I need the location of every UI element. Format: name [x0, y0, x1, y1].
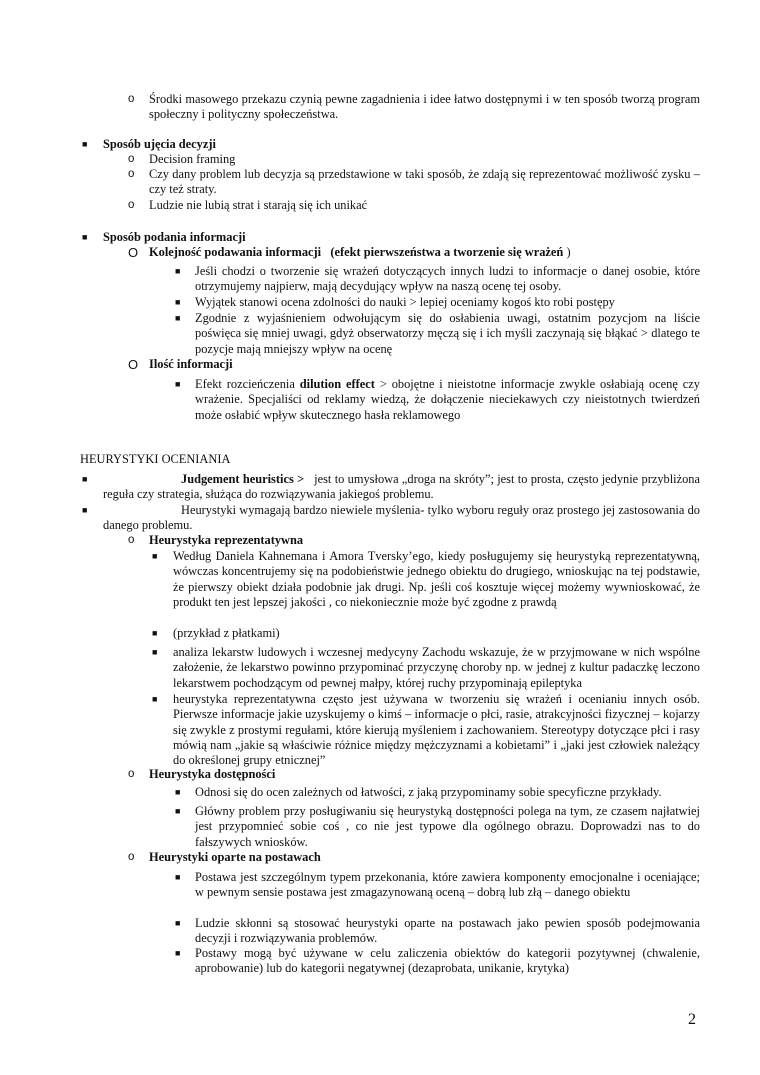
circle-bullet-icon: o: [128, 768, 135, 780]
circle-bullet-icon: o: [128, 534, 135, 546]
information-heading: Sposób podania informacji: [103, 230, 246, 244]
square-bullet-icon: ■: [175, 313, 181, 323]
square-bullet-icon: ■: [152, 628, 158, 638]
representative-bullet: Według Daniela Kahnemana i Amora Tversky’ego, kiedy posługujemy się heurystyką reprezentatywną, wówczas koncentrujemy się na podobieństwie jednego obiektu do drugiego, wnioskując na tej podstawie, że pierwszy obiekt działa podobnie jak drugi. Np. jeśli coś kosztuje więcej możemy wywnioskować, że produkt ten jest lepszej jakości , co niekoniecznie może być zgodne z prawdą: [173, 549, 700, 609]
dilution-bullet: [195, 377, 700, 423]
decision-item: Czy dany problem lub decyzja są przedstawione w taki sposób, że zdają się reprezentować możliwość zysku – czy też straty.: [149, 167, 700, 197]
attitude-bullet: Postawy mogą być używane w celu zaliczenia obiektów do kategorii pozytywnej (chwalenie, aprobowanie) lub do kategorii negatywnej (dezaprobata, unikanie, krytyka): [195, 946, 700, 976]
decision-item: Ludzie nie lubią strat i starają się ich unikać: [149, 198, 368, 212]
availability-bullet: Główny problem przy posługiwaniu się heurystyką dostępności polega na tym, ze czasem najłatwiej jest przypomnieć sobie coś , co nie jest typowe dla ogólnego obrazu. Doprowadzi nas to do fałszywych wniosków.: [195, 804, 700, 849]
square-bullet-icon: ■: [175, 948, 181, 958]
order-bullet: Wyjątek stanowi ocena zdolności do nauki > lepiej oceniamy kogoś kto robi postępy: [195, 295, 615, 309]
representative-bullet: heurystyka reprezentatywna często jest używana w tworzeniu się wrażeń i ocenianiu innych osób. Pierwsze informacje jakie uzyskujemy o kimś – informacje o płci, rasie, atrakcyjności fizycznej – kojarzy się zwykle z prostymi regułami, które kierują myśleniem i zachowaniem. Stereotypy dotyczące płci i rasy mówią nam „jakie są właściwie różnice między mężczyznami a kobietami” i „jaki jest człowiek należący do określonej grupy etnicznej”: [173, 692, 700, 768]
primacy-effect: (efekt pierwszeństwa a tworzenie się wrażeń: [330, 245, 564, 259]
square-bullet-icon: ■: [175, 787, 181, 797]
attitude-bullet: Postawa jest szczególnym typem przekonania, które zawiera komponenty emocjonalne i oceniające; w pewnym sensie postawa jest zmagazynowaną oceną – dobrą lub złą – danego obiektu: [195, 870, 700, 900]
judgement-paragraph: [103, 472, 700, 503]
circle-bullet-icon: O: [128, 357, 139, 372]
square-bullet-icon: ■: [82, 139, 88, 149]
square-bullet-icon: ■: [152, 694, 158, 704]
square-bullet-icon: ■: [175, 918, 181, 928]
dilution-text: > obojętne i nieistotne informacje zwykle osłabiają ocenę czy wrażenie. Specjaliści od reklamy wiedzą, że dołączenie nieciekawych czy nieistotnych twierdzeń może osłabić wpływ skutecznego hasła reklamowego: [195, 377, 700, 422]
attitude-bullet: Ludzie skłonni są stosować heurystyki oparte na postawach jako pewien sposób podejmowania decyzji i rozwiązywania problemów.: [195, 916, 700, 946]
availability-bullet: Odnosi się do ocen zależnych od łatwości, z jaką przypominamy sobie specyficzne przykłady.: [195, 785, 662, 799]
circle-bullet-icon: o: [128, 851, 135, 863]
section-title: HEURYSTYKI OCENIANIA: [80, 452, 231, 466]
judgement-text: jest to umysłowa „droga na skróty”; jest to prosta, często jedynie przybliżona reguła czy strategia, służąca do rozwiązywania jakiegoś problemu.: [103, 472, 700, 502]
page-number: 2: [688, 1011, 696, 1028]
square-bullet-icon: ■: [82, 232, 88, 242]
order-heading: [149, 245, 571, 260]
circle-bullet-icon: o: [128, 93, 135, 105]
judgement-term: Judgement heuristics >: [181, 472, 305, 486]
circle-bullet-icon: o: [128, 168, 135, 180]
order-bullet: Jeśli chodzi o tworzenie się wrażeń dotyczących innych ludzi to informacje o danej osobie, które otrzymujemy najpierw, mają decydujący wpływ na naszą ocenę tej osoby.: [195, 264, 700, 294]
attitude-heading: Heurystyki oparte na postawach: [149, 850, 321, 864]
representative-bullet: (przykład z płatkami): [173, 626, 280, 640]
representative-bullet: analiza lekarstw ludowych i wczesnej medycyny Zachodu wskazuje, że w przyjmowane w nich wspólne założenie, że lekarstwo powinno przypominać przyczynę choroby np. w jednej z kultur padaczkę leczono lekarstwem pochodzącym od pewnej małpy, której ruchy przypominają epileptyka: [173, 645, 700, 690]
decision-item: Decision framing: [149, 152, 236, 166]
heuristics-paragraph: Heurystyki wymagają bardzo niewiele myślenia- tylko wyboru reguły oraz prostego jej zastosowania do danego problemu.: [103, 503, 700, 533]
square-bullet-icon: ■: [175, 872, 181, 882]
amount-heading: Ilość informacji: [149, 357, 233, 371]
dilution-pre: Efekt rozcieńczenia: [195, 377, 295, 391]
square-bullet-icon: ■: [175, 297, 181, 307]
availability-heading: Heurystyka dostępności: [149, 767, 276, 781]
circle-bullet-icon: o: [128, 153, 135, 165]
square-bullet-icon: ■: [82, 505, 88, 515]
order-bullet: Zgodnie z wyjaśnieniem odwołującym się do osłabienia uwagi, ostatnim pozycjom na liście poświęca się mniej uwagi, gdyż obserwatorzy męczą się i ich myśli zaczynają się błąkać > dlatego te pozycje mają mniejszy wpływ na ocenę: [195, 311, 700, 356]
dilution-term: dilution effect: [299, 377, 375, 391]
square-bullet-icon: ■: [175, 806, 181, 816]
square-bullet-icon: ■: [175, 379, 181, 389]
media-item: Środki masowego przekazu czynią pewne zagadnienia i idee łatwo dostępnymi i w ten sposób tworzą program społeczny i polityczny społeczeństwa.: [149, 92, 700, 122]
square-bullet-icon: ■: [152, 551, 158, 561]
order-label: Kolejność podawania informacji: [149, 245, 322, 259]
square-bullet-icon: ■: [152, 647, 158, 657]
square-bullet-icon: ■: [82, 474, 88, 484]
primacy-close: ): [566, 245, 571, 259]
square-bullet-icon: ■: [175, 266, 181, 276]
decision-heading: Sposób ujęcia decyzji: [103, 137, 216, 151]
circle-bullet-icon: O: [128, 245, 139, 260]
circle-bullet-icon: o: [128, 199, 135, 211]
representative-heading: Heurystyka reprezentatywna: [149, 533, 304, 547]
